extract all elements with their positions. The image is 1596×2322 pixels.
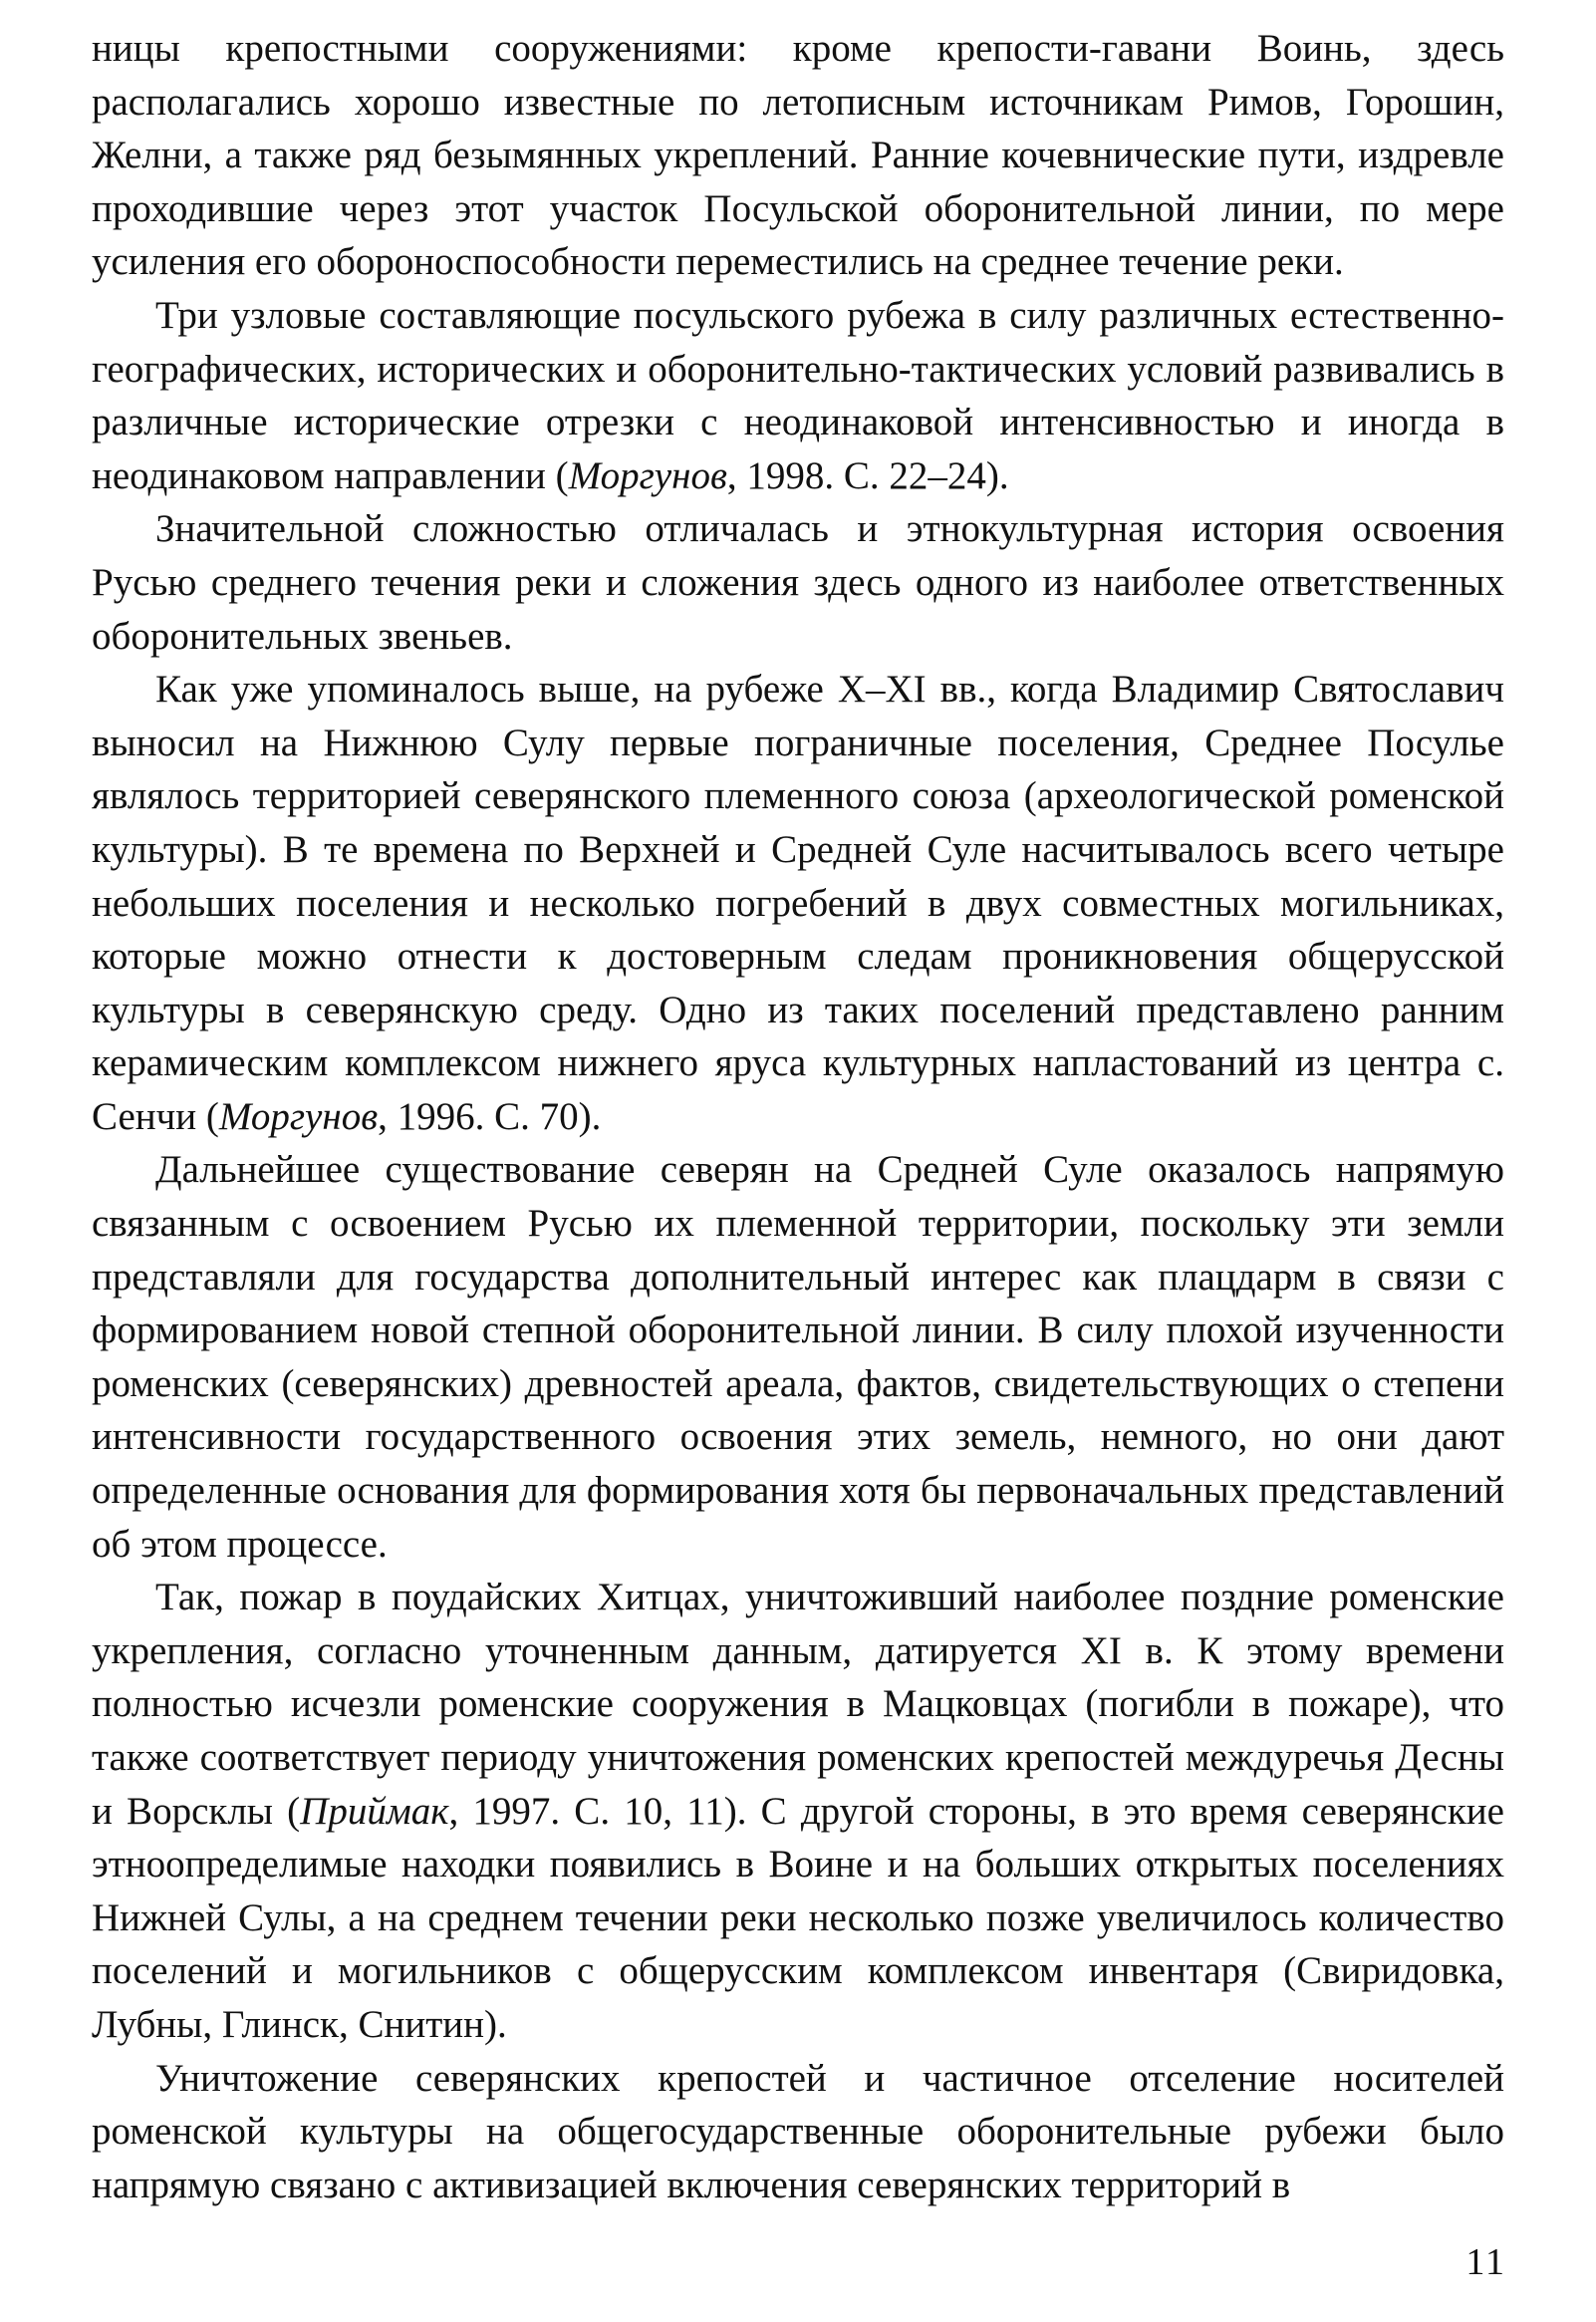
paragraph-3 (92, 502, 1504, 663)
paragraph-6 (92, 1571, 1504, 2051)
paragraph-text: Уничтожение северянских крепостей и частичное отселение носителей роменской культуры на общегосударственные оборонительные рубежи было напрямую связано с активизацией включения северянских территорий в (92, 2056, 1504, 2206)
paragraph-4 (92, 663, 1504, 1143)
paragraph-text: Так, пожар в поудайских Хитцах, уничтоживший наиболее поздние роменские укрепления, согласно уточненным данным, датируется XI в. К этому времени полностью исчезли роменские сооружения в Мацковцах (погибли в пожаре), что также соответствует периоду уничтожения роменских крепостей междуречья Десны и Ворсклы ( (92, 1576, 1504, 1833)
paragraph-1 (92, 22, 1504, 289)
paragraph-text: Значительной сложностью отличалась и этнокультурная история освоения Русью среднего течения реки и сложения здесь одного из наиболее ответственных оборонительных звеньев. (92, 507, 1504, 658)
paragraph-text: Дальнейшее существование северян на Средней Суле оказалось напрямую связанным с освоением Русью их племенной территории, поскольку эти земли представляли для государства дополнительный интерес как плацдарм в связи с формированием новой степной оборонительной линии. В силу плохой изученности роменских (северянских) древностей ареала, фактов, свидетельствующих о степени интенсивности государственного освоения этих земель, немного, но они дают определенные основания для формирования хотя бы первоначальных представлений об этом процессе. (92, 1148, 1504, 1566)
paragraph-7 (92, 2052, 1504, 2212)
page-number: 11 (1465, 2241, 1506, 2283)
citation-author: Моргунов (568, 453, 727, 497)
paragraph-text: , 1996. С. 70). (378, 1094, 602, 1138)
paragraph-text: , 1997. С. 10, 11). С другой стороны, в это время северянские этноопределимые находки появились в Воине и на больших открытых поселениях Нижней Сулы, а на среднем течении реки несколько позже увеличилось количество поселений и могильников с общерусским комплексом инвентаря (Свиридовка, Лубны, Глинск, Снитин). (92, 1789, 1504, 2046)
paragraph-text: ницы крепостными сооружениями: кроме крепости-гавани Воинь, здесь располагались хорошо известные по летописным источникам Римов, Горошин, Желни, а также ряд безымянных укреплений. Ранние кочевнические пути, издревле проходившие через этот участок Посульской оборонительной линии, по мере усиления его обороноспособности переместились на среднее течение реки. (92, 27, 1504, 284)
citation-author: Приймак (300, 1789, 449, 1833)
page-text (92, 22, 1504, 2211)
paragraph-2 (92, 289, 1504, 502)
paragraph-text: , 1998. С. 22–24). (726, 453, 1009, 497)
paragraph-text: Как уже упоминалось выше, на рубеже X–XI вв., когда Владимир Святославич выносил на Нижнюю Сулу первые пограничные поселения, Среднее Посулье являлось территорией северянского племенного союза (археологической роменской культуры). В те времена по Верхней и Средней Суле насчитывалось всего четыре небольших поселения и несколько погребений в двух совместных могильниках, которые можно отнести к достоверным следам проникновения общерусской культуры в северянскую среду. Одно из таких поселений представлено ранним керамическим комплексом нижнего яруса культурных напластований из центра с. Сенчи ( (92, 668, 1504, 1138)
citation-author: Моргунов (218, 1094, 379, 1138)
paragraph-5 (92, 1143, 1504, 1571)
paragraph-text: Три узловые составляющие посульского рубежа в силу различных естественно-географических, исторических и оборонительно-тактических условий развивались в различные исторические отрезки с неодинаковой интенсивностью и иногда в неодинаковом направлении ( (92, 293, 1504, 497)
